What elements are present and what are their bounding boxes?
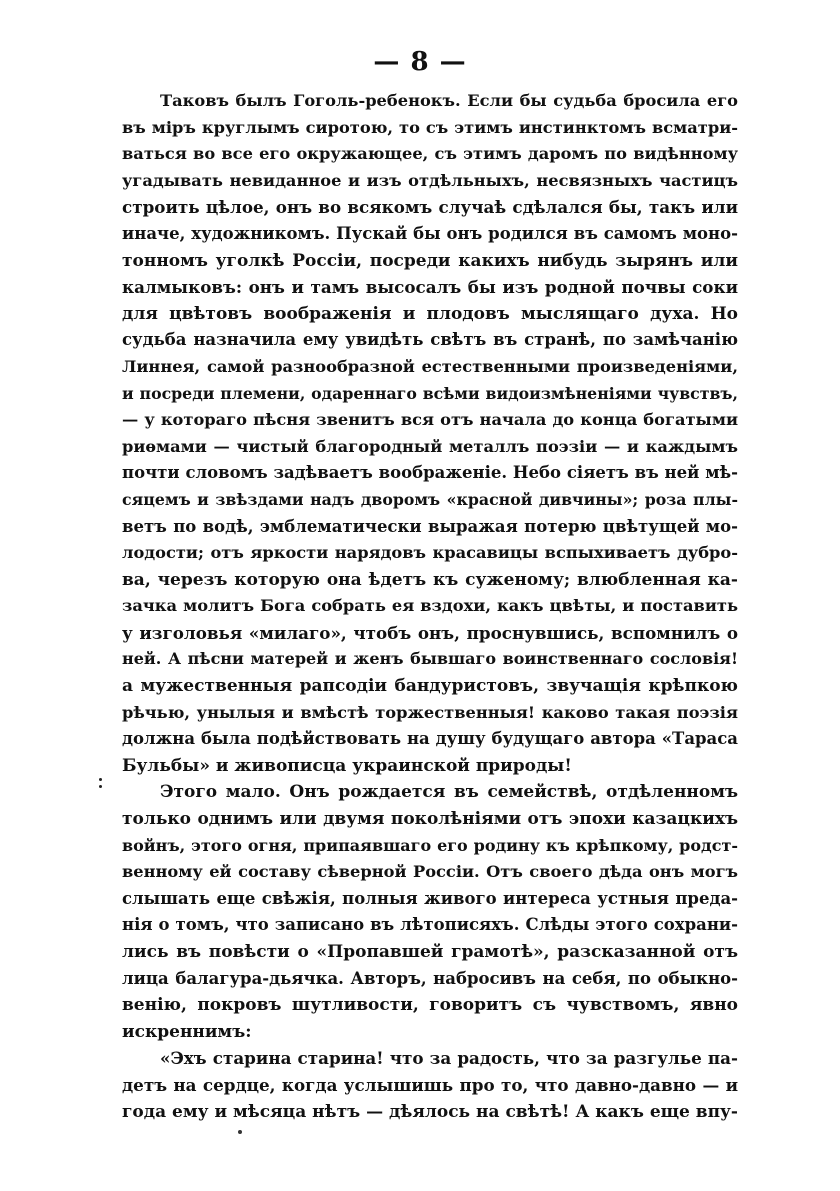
page-number: — 8 —	[373, 47, 467, 77]
text-line: сяцемъ и звѣздами надъ дворомъ «красной дивчины»; роза плы-	[122, 489, 738, 509]
text-line: тонномъ уголкѣ Россіи, посреди какихъ нибудь зырянъ или	[122, 250, 738, 271]
text-line: у изголовья «милаго», чтобъ онъ, проснувшись, вспомнилъ о	[122, 622, 738, 643]
text-line: почти словомъ задѣваетъ воображеніе. Небо сіяетъ въ ней мѣ-	[122, 463, 738, 483]
text-line: нія о томъ, что записано въ лѣтописяхъ. Слѣды этого сохрани-	[122, 915, 738, 935]
text-line: и посреди племени, одареннаго всѣми видоизмѣненіями чувствъ,	[122, 383, 738, 403]
text-line: ваться во все его окружающее, съ этимъ даромъ по видѣнному	[122, 144, 738, 164]
print-speck	[238, 1130, 242, 1134]
text-line: лодости; отъ яркости нарядовъ красавицы вспыхиваетъ дубро-	[122, 543, 738, 563]
text-line: риѳмами — чистый благородный металлъ поэзіи — и каждымъ	[122, 436, 738, 456]
text-line: венному ей составу сѣверной Россіи. Отъ своего дѣда онъ могъ	[122, 862, 738, 882]
text-line: искреннимъ:	[122, 1021, 252, 1042]
text-line: Линнея, самой разнообразной естественными произведеніями,	[122, 356, 738, 376]
text-line: иначе, художникомъ. Пускай бы онъ родился въ самомъ моно-	[122, 223, 738, 243]
text-line: калмыковъ: онъ и тамъ высосалъ бы изъ родной почвы соки	[122, 277, 738, 298]
text-line: слышать еще свѣжія, полныя живого интереса устныя преда-	[122, 888, 738, 908]
text-line: зачка молитъ Бога собрать ея вздохи, какъ цвѣты, и поставить	[122, 596, 738, 616]
text-line: ва, черезъ которую она ѣдетъ къ суженому; влюбленная ка-	[122, 569, 738, 590]
text-line: лись въ повѣсти о «Пропавшей грамотѣ», разсказанной отъ	[122, 942, 738, 962]
text-line: для цвѣтовъ воображенія и плодовъ мыслящаго духа. Но	[122, 303, 738, 324]
text-line: войнъ, этого огня, припаявшаго его родину къ крѣпкому, родст-	[122, 835, 738, 855]
text-line: венію, покровъ шутливости, говоритъ съ чувствомъ, явно	[122, 995, 738, 1016]
text-line: судьба назначила ему увидѣть свѣтъ въ странѣ, по замѣчанію	[122, 330, 738, 350]
margin-colon-mark	[98, 778, 102, 788]
text-line: ветъ по водѣ, эмблематически выражая потерю цвѣтущей мо-	[122, 516, 738, 536]
text-line: угадывать невиданное и изъ отдѣльныхъ, несвязныхъ частицъ	[122, 170, 738, 190]
text-line: «Эхъ старина старина! что за радость, что за разгулье па-	[160, 1048, 738, 1069]
text-line: года ему и мѣсяца нѣтъ — дѣялось на свѣтѣ! А какъ еще впу-	[122, 1101, 738, 1122]
text-line: ней. А пѣсни матерей и женъ бывшаго воинственнаго сословія!	[122, 649, 738, 669]
text-line: лица балагура-дьячка. Авторъ, набросивъ на себя, по обыкно-	[122, 968, 738, 988]
text-line: Бульбы» и живописца украинской природы!	[122, 755, 572, 776]
text-line: Этого мало. Онъ рождается въ семействѣ, отдѣленномъ	[160, 782, 738, 803]
text-line: строить цѣлое, онъ во всякомъ случаѣ сдѣлался бы, такъ или	[122, 197, 738, 218]
text-line: должна была подѣйствовать на душу будущаго автора «Тараса	[122, 729, 738, 749]
text-line: а мужественныя рапсодіи бандуристовъ, звучащія крѣпкою	[122, 676, 738, 697]
body-text	[122, 88, 738, 1125]
text-line: въ міръ круглымъ сиротою, то съ этимъ инстинктомъ всматри-	[122, 117, 738, 137]
text-line: — у котораго пѣсня звенитъ вся отъ начала до конца богатыми	[122, 410, 738, 430]
text-line: только однимъ или двумя поколѣніями отъ эпохи казацкихъ	[122, 809, 738, 830]
text-line: Таковъ былъ Гоголь-ребенокъ. Если бы судьба бросила его	[160, 91, 738, 110]
text-line: рѣчью, унылыя и вмѣстѣ торжественныя! каково такая поэзія	[122, 702, 738, 722]
text-line: детъ на сердце, когда услышишь про то, что давно-давно — и	[122, 1074, 738, 1095]
